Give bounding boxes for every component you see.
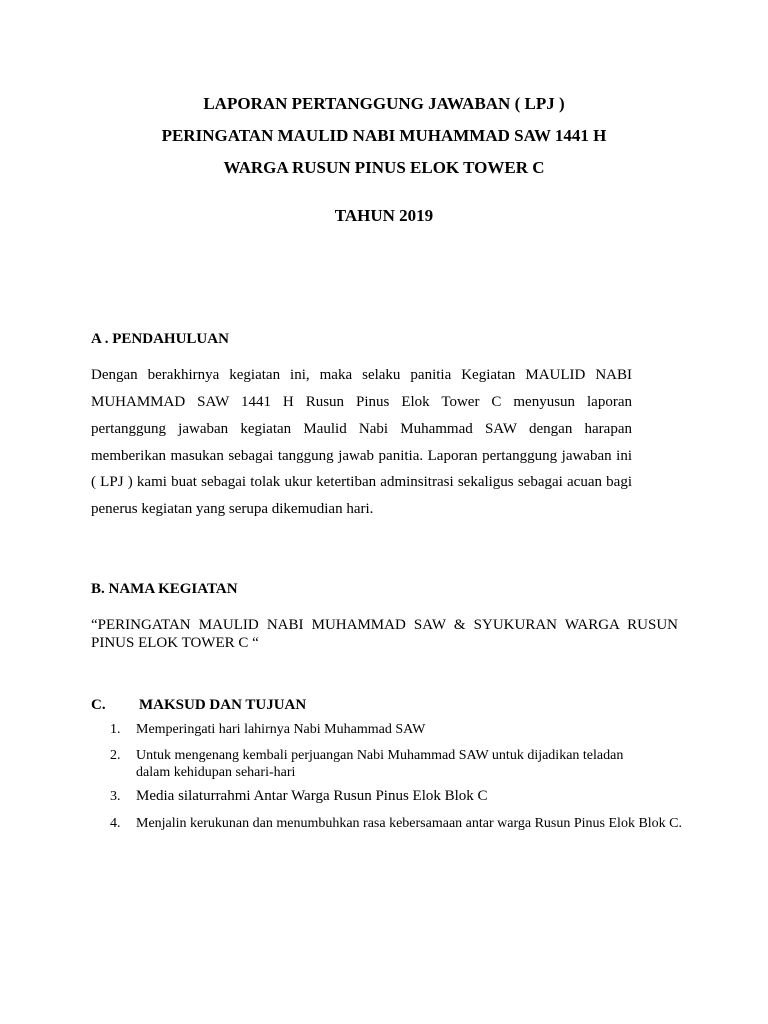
title-line-3: WARGA RUSUN PINUS ELOK TOWER C (223, 158, 545, 177)
section-a-heading: A . PENDAHULUAN (91, 331, 229, 347)
list-item-line: dalam kehidupan sehari-hari (136, 765, 296, 780)
list-item-line: Untuk mengenang kembali perjuangan Nabi Muhammad SAW untuk dijadikan teladan (136, 748, 624, 763)
section-a-line-1: Dengan berakhirnya kegiatan ini, maka selaku panitia Kegiatan MAULID NABI (91, 367, 632, 383)
section-c-letter: C. (91, 697, 106, 713)
list-item-line: Media silaturrahmi Antar Warga Rusun Pinus Elok Blok C (136, 788, 488, 804)
section-b-heading: B. NAMA KEGIATAN (91, 581, 238, 597)
list-item-number: 1. (110, 722, 121, 737)
list-item-number: 3. (110, 789, 121, 804)
list-item-text (136, 721, 696, 738)
section-b-line-2: PINUS ELOK TOWER C “ (91, 635, 259, 651)
list-item-text (136, 747, 696, 781)
section-a-line-3: pertanggung jawaban kegiatan Maulid Nabi Muhammad SAW dengan harapan (91, 421, 632, 437)
section-a-line-4: memberikan masukan sebagai tanggung jawab panitia. Laporan pertanggung jawaban ini (91, 448, 632, 464)
list-item-number: 4. (110, 816, 121, 831)
list-item-text (136, 788, 696, 805)
list-item-number: 2. (110, 748, 121, 763)
section-a-line-6: penerus kegiatan yang serupa dikemudian hari. (91, 501, 374, 517)
title-line-year: TAHUN 2019 (334, 206, 434, 225)
section-c-heading: MAKSUD DAN TUJUAN (139, 697, 307, 713)
section-b-line-1: “PERINGATAN MAULID NABI MUHAMMAD SAW & SYUKURAN WARGA RUSUN (91, 617, 678, 633)
title-line-1: LAPORAN PERTANGGUNG JAWABAN ( LPJ ) (203, 94, 565, 113)
list-item-line: Memperingati hari lahirnya Nabi Muhammad SAW (136, 722, 426, 737)
title-line-2: PERINGATAN MAULID NABI MUHAMMAD SAW 1441 H (161, 126, 607, 145)
list-item-line: Menjalin kerukunan dan menumbuhkan rasa kebersamaan antar warga Rusun Pinus Elok Blok C. (136, 816, 683, 831)
list-item-text (136, 815, 696, 832)
section-a-line-5: ( LPJ ) kami buat sebagai tolak ukur ketertiban adminsitrasi sekaligus sebagai acuan bagi (91, 474, 632, 490)
section-a-line-2: MUHAMMAD SAW 1441 H Rusun Pinus Elok Tower C menyusun laporan (91, 394, 632, 410)
